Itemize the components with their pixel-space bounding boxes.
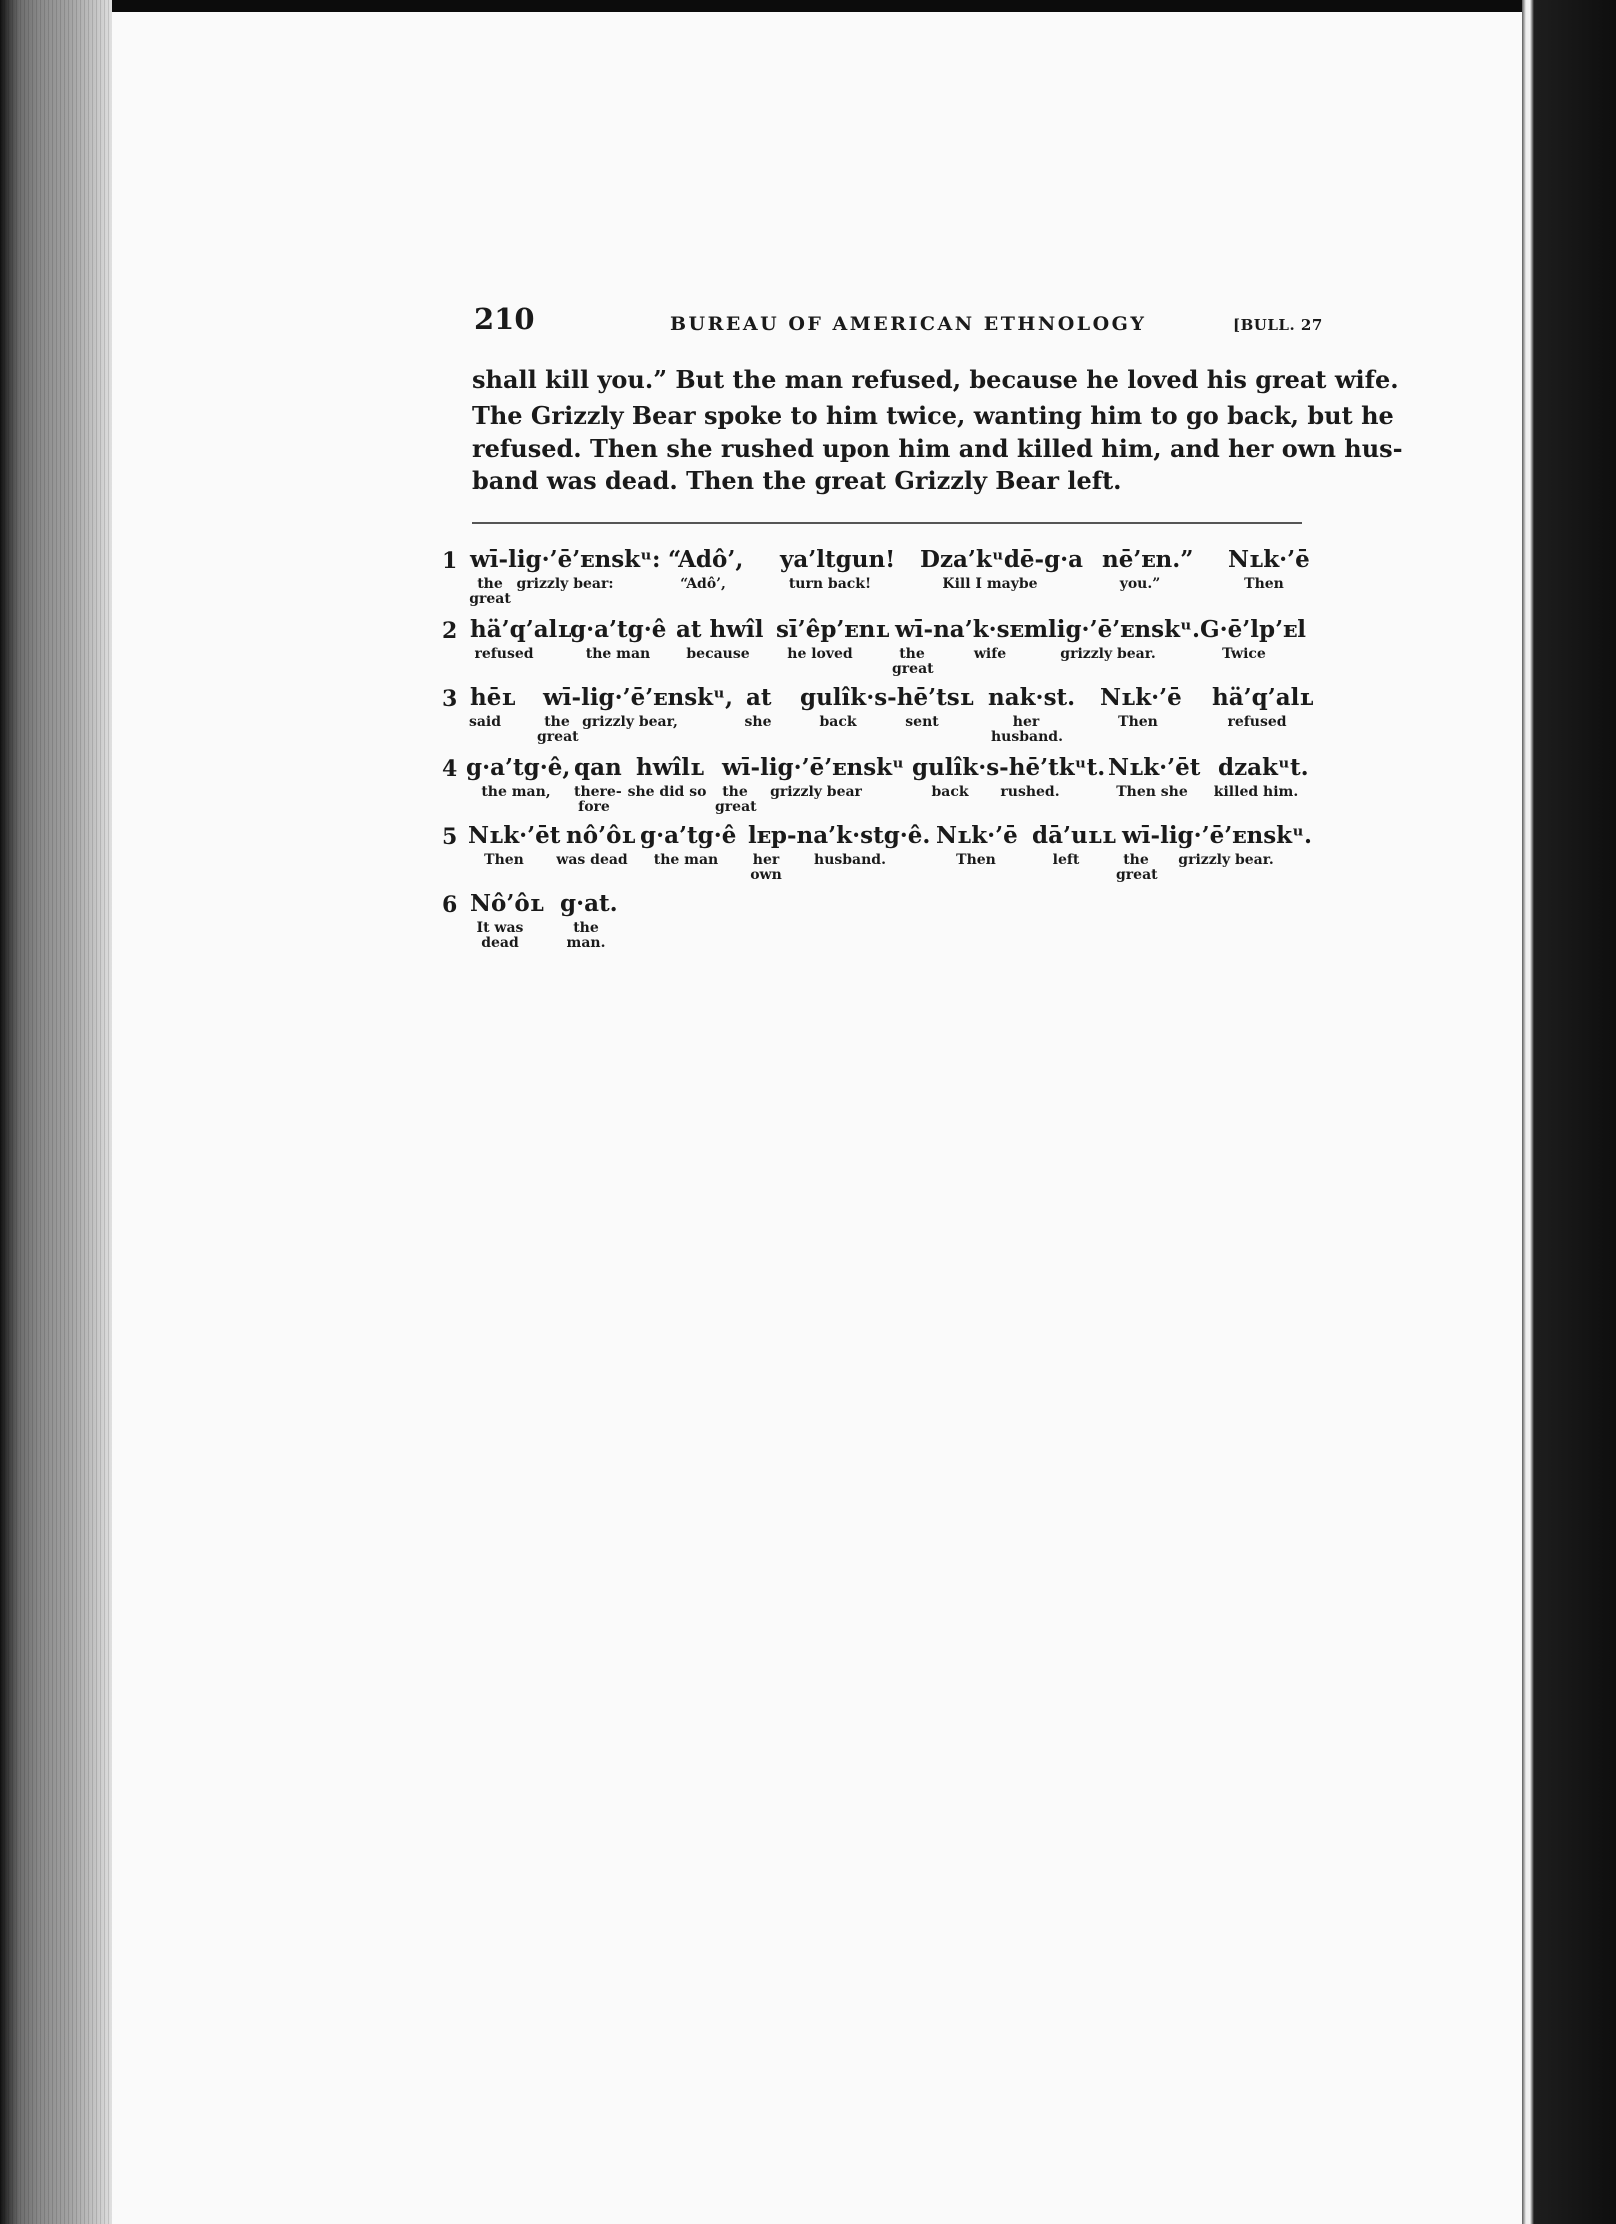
word-gloss: refused [474, 646, 534, 662]
translation-line: band was dead. Then the great Grizzly Bear left. [472, 466, 1122, 495]
word-gloss: the man [585, 646, 651, 662]
native-word: Nʟk·’ēt [468, 822, 561, 849]
native-word: hwîlʟ [636, 754, 705, 781]
word-gloss: wife [973, 646, 1007, 662]
native-word: at [746, 684, 772, 711]
native-word: wī-lig·’ē’ᴇnskᵘ: [470, 546, 661, 573]
book-page [112, 12, 1522, 2224]
word-gloss: Then she [1116, 784, 1188, 800]
word-gloss: sent [905, 714, 939, 730]
word-gloss: Then [956, 852, 996, 868]
native-word: hēʟ [470, 684, 516, 711]
native-word: hä’q’alʟ [470, 616, 572, 643]
line-number: 1 [442, 548, 458, 574]
word-gloss: the man, [481, 784, 551, 800]
native-word: g·a’tg·ê, [466, 754, 571, 781]
line-number: 3 [442, 686, 458, 712]
word-gloss: the great [1116, 852, 1158, 883]
native-word: gulîk·s-hē’tsʟ [800, 684, 974, 711]
native-word: wī-lig·’ē’ᴇnskᵘ. [1122, 822, 1313, 849]
word-gloss: left [1052, 852, 1080, 868]
word-gloss: the man [653, 852, 719, 868]
native-word: Nʟk·’ēt [1108, 754, 1201, 781]
native-word: Nʟk·’ē [1100, 684, 1182, 711]
native-word: G·ē’lp’ᴇl [1200, 616, 1307, 643]
word-gloss: her husband. [991, 714, 1063, 745]
section-divider-rule [472, 522, 1302, 524]
word-gloss: rushed. [1000, 784, 1060, 800]
line-number: 6 [442, 892, 458, 918]
native-word: lig·’ē’ᴇnskᵘ. [1048, 616, 1200, 643]
translation-line: shall kill you.” But the man refused, because he loved his great wife. [472, 365, 1399, 394]
line-number: 2 [442, 618, 458, 644]
word-gloss: grizzly bear [770, 784, 862, 800]
word-gloss: he loved [787, 646, 853, 662]
translation-line: refused. Then she rushed upon him and killed him, and her own hus- [472, 434, 1403, 463]
word-gloss: Then [484, 852, 524, 868]
word-gloss: It was dead [476, 920, 524, 951]
native-word: nô’ôʟ [566, 822, 636, 849]
word-gloss: grizzly bear: [516, 576, 614, 592]
native-word: hä’q’alʟ [1212, 684, 1314, 711]
word-gloss: was dead [556, 852, 628, 868]
native-word: wī-lig·’ē’ᴇnskᵘ, [543, 684, 734, 711]
word-gloss: Then [1244, 576, 1284, 592]
word-gloss: grizzly bear, [582, 714, 678, 730]
word-gloss: the great [715, 784, 757, 815]
bulletin-reference: [BULL. 27 [1233, 316, 1323, 334]
word-gloss: her own [750, 852, 782, 883]
native-word: gulîk·s-hē’tkᵘt. [912, 754, 1106, 781]
running-title: BUREAU OF AMERICAN ETHNOLOGY [670, 313, 1147, 335]
word-gloss: there-fore [574, 784, 622, 815]
native-word: dzakᵘt. [1218, 754, 1309, 781]
word-gloss: back [931, 784, 969, 800]
native-word: Nʟk·’ē [936, 822, 1018, 849]
native-word: wī-lig·’ē’ᴇnskᵘ [722, 754, 905, 781]
word-gloss: “Adô’, [680, 576, 726, 592]
word-gloss: Twice [1222, 646, 1266, 662]
native-word: nak·st. [988, 684, 1076, 711]
word-gloss: the great [537, 714, 579, 745]
word-gloss: you.” [1119, 576, 1161, 592]
native-word: g·at. [560, 890, 618, 917]
word-gloss: said [468, 714, 502, 730]
word-gloss: she [744, 714, 772, 730]
word-gloss: the great [469, 576, 511, 607]
word-gloss: because [686, 646, 750, 662]
word-gloss: Kill I maybe [942, 576, 1038, 592]
line-number: 4 [442, 756, 458, 782]
native-word: sī’êp’ᴇnʟ [776, 616, 890, 643]
word-gloss: grizzly bear. [1178, 852, 1274, 868]
word-gloss: back [819, 714, 857, 730]
word-gloss: grizzly bear. [1060, 646, 1156, 662]
native-word: wī-na’k·sᴇm [895, 616, 1049, 643]
native-word: Nô’ôʟ [470, 890, 544, 917]
word-gloss: she did so [627, 784, 707, 800]
native-word: lᴇp-na’k·stg·ê. [748, 822, 931, 849]
translation-line: The Grizzly Bear spoke to him twice, wanting him to go back, but he [472, 401, 1394, 430]
native-word: g·a’tg·ê [640, 822, 737, 849]
word-gloss: turn back! [788, 576, 872, 592]
scan-top-border [0, 0, 1616, 12]
native-word: Nʟk·’ē [1228, 546, 1310, 573]
native-word: ya’ltgun! [780, 546, 896, 573]
native-word: g·a’tg·ê [570, 616, 667, 643]
word-gloss: husband. [814, 852, 886, 868]
word-gloss: Then [1118, 714, 1158, 730]
native-word: nē’ᴇn.” [1102, 546, 1194, 573]
page-number: 210 [474, 302, 535, 336]
line-number: 5 [442, 824, 458, 850]
word-gloss: killed him. [1213, 784, 1299, 800]
native-word: at hwîl [676, 616, 764, 643]
native-word: qan [574, 754, 622, 781]
word-gloss: the man. [566, 920, 606, 951]
book-spine [1522, 0, 1616, 2224]
native-word: “Adô’, [668, 546, 744, 573]
word-gloss: the great [892, 646, 934, 677]
native-word: dā’uʟʟ [1032, 822, 1117, 849]
word-gloss: refused [1227, 714, 1287, 730]
book-page-edges [0, 0, 112, 2224]
native-word: Dza’kᵘdē-g·a [920, 546, 1084, 573]
